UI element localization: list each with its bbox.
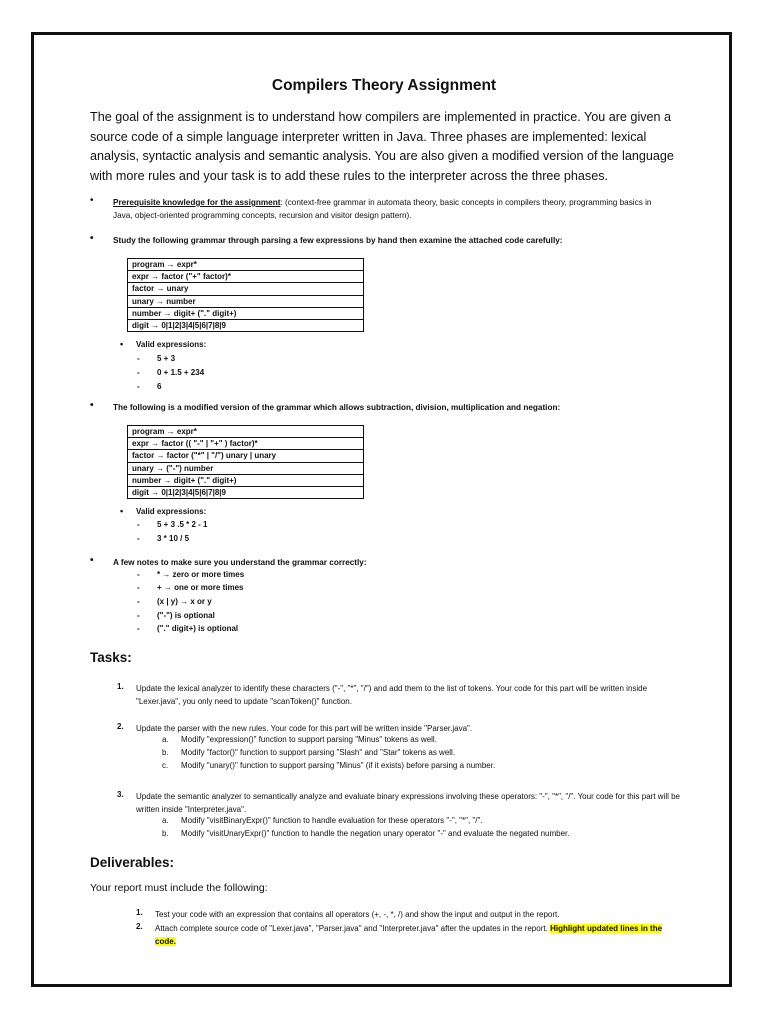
bullet-icon: • (90, 195, 94, 206)
grammar-table-original (127, 258, 364, 332)
page-title: Compilers Theory Assignment (271, 77, 497, 94)
deliverables-heading: Deliverables: (90, 855, 175, 870)
tasks-heading: Tasks: (90, 650, 132, 665)
grammar-row: program → expr* (128, 259, 364, 271)
grammar-row: number → digit+ ("." digit+) (128, 307, 364, 319)
grammar-row: factor → factor ("*" | "/") unary | unary (128, 450, 364, 462)
grammar-table-modified (127, 425, 364, 499)
prereq-label: Prerequisite knowledge for the assignment (113, 198, 281, 207)
prereq-text: : (context-free grammar in automata theory, basic concepts in compilers theory, programming basics in Java, object-oriented programming concepts, recursion and visitor design pattern). (113, 198, 652, 220)
bullet-icon: • (90, 233, 94, 244)
grammar-row: expr → factor (( "-" | "+" ) factor)* (128, 438, 364, 450)
highlighted-text: Highlight updated lines in the code. (155, 924, 663, 946)
grammar-row: program → expr* (128, 426, 364, 438)
report-intro: Your report must include the following: (90, 882, 268, 894)
study-text: Study the following grammar through parsing a few expressions by hand then examine the attached code carefully: (113, 236, 563, 245)
notes-text: A few notes to make sure you understand the grammar correctly: (113, 558, 367, 567)
grammar-row: digit → 0|1|2|3|4|5|6|7|8|9 (128, 486, 364, 498)
grammar-row: unary → ("-") number (128, 462, 364, 474)
bullet-icon: • (90, 555, 94, 566)
grammar-row: factor → unary (128, 283, 364, 295)
bullet-icon: • (120, 506, 124, 516)
grammar-row: number → digit+ ("." digit+) (128, 474, 364, 486)
grammar-row: digit → 0|1|2|3|4|5|6|7|8|9 (128, 319, 364, 331)
modified-text: The following is a modified version of the grammar which allows subtraction, division, multiplication and negation: (113, 403, 561, 412)
grammar-row: expr → factor ("+" factor)* (128, 271, 364, 283)
bullet-icon: • (120, 339, 124, 349)
grammar-row: unary → number (128, 295, 364, 307)
bullet-icon: • (90, 400, 94, 411)
intro-paragraph: The goal of the assignment is to understand how compilers are implemented in practice. You are given a source code of a simple language interpreter written in Java. Three phases are implemented: lexical analysis, syntactic analysis and semantic analysis. You are also given a modified version of the language with more rules and your task is to add these rules to the interpreter across the three phases. (90, 110, 674, 183)
